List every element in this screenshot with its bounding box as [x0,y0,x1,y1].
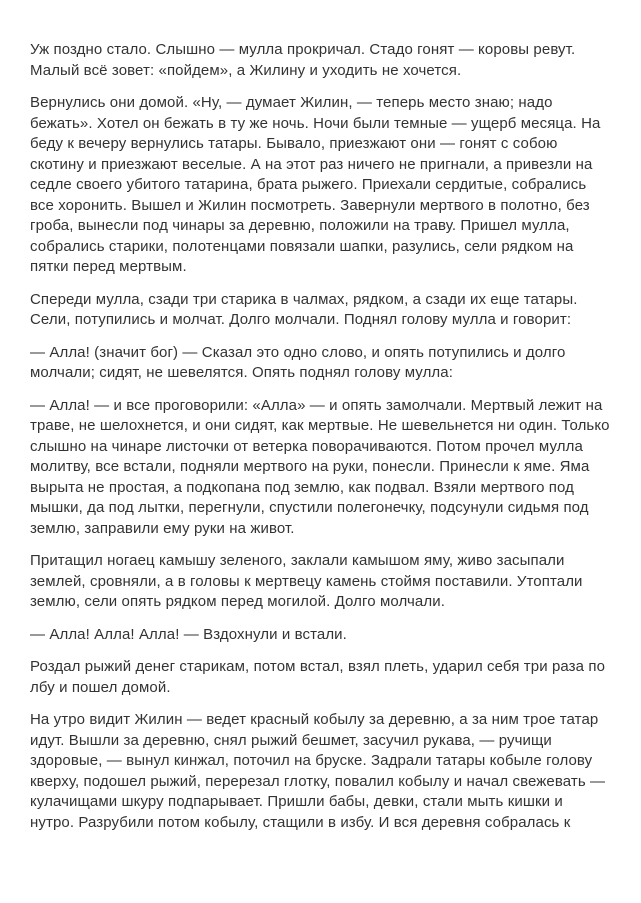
text-content [30,40,611,833]
paragraph: — Алла! (значит бог) — Сказал это одно слово, и опять потупились и долго молчали; сидят, не шевелятся. Опять поднял голову мулла: [30,343,566,381]
paragraph: Роздал рыжий денег старикам, потом встал, взял плеть, ударил себя три раза по лбу и пошел домой. [30,658,606,696]
paragraph: — Алла! Алла! Алла! — Вздохнули и встали. [30,625,347,643]
paragraph: Вернулись они домой. «Ну, — думает Жилин, — теперь место знаю; надо бежать». Хотел он бежать в ту же ночь. Ночи были темные — ущерб месяца. На беду к вечеру вернулись татары. Бывало, приезжают они — гонят с собою скотину и приезжают веселые. А на этот раз ничего не пригнали, а привезли на седле своего убитого татарина, брата рыжего. Приехали сердитые, собрались все хоронить. Вышел и Жилин посмотреть. Завернули мертвого в полотно, без гроба, вынесли под чинары за деревню, положили на траву. Пришел мулла, собрались старики, полотенцами повязали шапки, разулись, сели рядком на пятки перед мертвым. [30,94,601,275]
paragraph: Притащил ногаец камышу зеленого, заклали камышом яму, живо засыпали землей, сровняли, а в головы к мертвецу камень стоймя поставили. Утоптали землю, сели опять рядком перед могилой. Долго молчали. [30,552,583,610]
paragraph: Уж поздно стало. Слышно — мулла прокричал. Стадо гонят — коровы ревут. Малый всё зовет: «пойдем», а Жилину и уходить не хочется. [30,41,576,79]
paragraph: На утро видит Жилин — ведет красный кобылу за деревню, а за ним трое татар идут. Вышли за деревню, снял рыжий бешмет, засучил рукава, — ручищи здоровые, — вынул кинжал, поточил на бруске. Задрали татары кобыле голову кверху, подошел рыжий, перерезал глотку, повалил кобылу и начал свежевать — кулачищами шкуру подпарывает. Пришли бабы, девки, стали мыть кишки и нутро. Разрубили потом кобылу, стащили в избу. И вся деревня собралась к [30,711,606,831]
paragraph: Спереди мулла, сзади три старика в чалмах, рядком, а сзади их еще татары. Сели, потупились и молчат. Долго молчали. Поднял голову мулла и говорит: [30,290,578,328]
paragraph: — Алла! — и все проговорили: «Алла» — и опять замолчали. Мертвый лежит на траве, не шелохнется, и они сидят, как мертвые. Не шевельнется ни один. Только слышно на чинаре листочки от ветерка поворачиваются. Потом прочел мулла молитву, все встали, подняли мертвого на руки, понесли. Принесли к яме. Яма вырыта не простая, а подкопана под землю, как подвал. Взяли мертвого под мышки, да под лытки, перегнули, спустили полегонечку, подсунули сидьмя под землю, заправили ему руки на живот. [30,396,610,537]
